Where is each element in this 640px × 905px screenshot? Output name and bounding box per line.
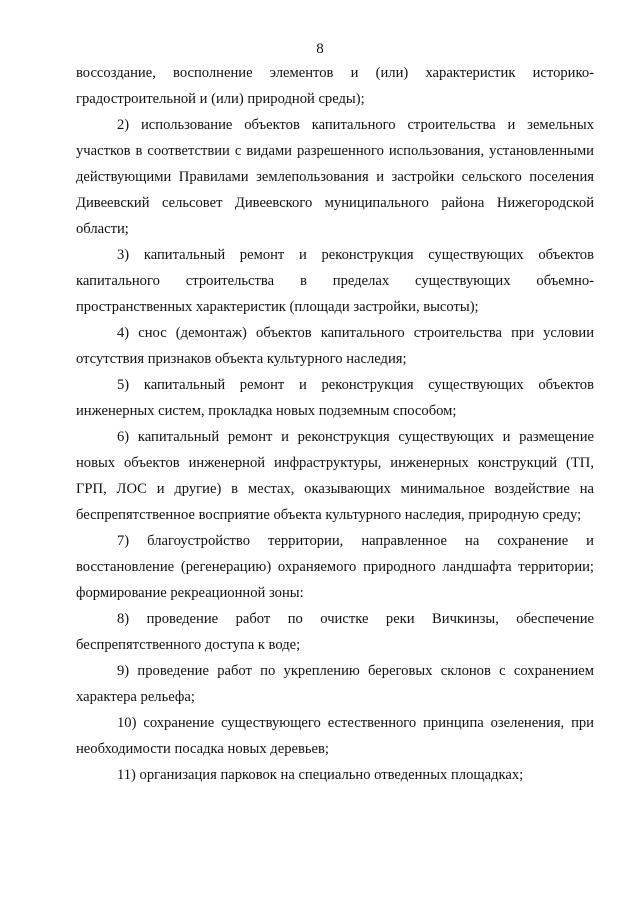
list-item-11: 11) организация парковок на специально отведенных площадках; [117,767,524,783]
list-item-9: 9) проведение работ по укреплению береговых склонов с сохранением характера рельефа; [76,663,594,705]
list-item-7: 7) благоустройство территории, направленное на сохранение и восстановление (регенерацию) охраняемого природного ландшафта территории; формирование рекреационной зоны: [76,533,594,601]
list-item-2: 2) использование объектов капитального строительства и земельных участков в соответствии с видами разрешенного использования, установленными действующими Правилами землепользования и застройки сельского поселения Дивеевский сельсовет Дивеевского муниципального района Нижегородской области; [76,117,594,237]
page-number: 8 [316,41,324,57]
list-item-8: 8) проведение работ по очистке реки Вичкинзы, обеспечение беспрепятственного доступа к воде; [76,611,594,653]
paragraph-continuation: воссоздание, восполнение элементов и (или) характеристик историко-градостроительной и (или) природной среды); [76,65,594,107]
list-item-6: 6) капитальный ремонт и реконструкция существующих и размещение новых объектов инженерной инфраструктуры, инженерных конструкций (ТП, ГРП, ЛОС и другие) в местах, оказывающих минимальное воздействие на беспрепятственное восприятие объекта культурного наследия, природную среду; [76,429,594,523]
list-item-3: 3) капитальный ремонт и реконструкция существующих объектов капитального строительства в пределах существующих объемно-пространственных характеристик (площади застройки, высоты); [76,247,594,315]
list-item-5: 5) капитальный ремонт и реконструкция существующих объектов инженерных систем, прокладка новых подземным способом; [76,377,594,419]
list-item-4: 4) снос (демонтаж) объектов капитального строительства при условии отсутствия признаков объекта культурного наследия; [76,325,594,367]
document-body [76,60,594,788]
list-item-10: 10) сохранение существующего естественного принципа озеленения, при необходимости посадка новых деревьев; [76,715,594,757]
